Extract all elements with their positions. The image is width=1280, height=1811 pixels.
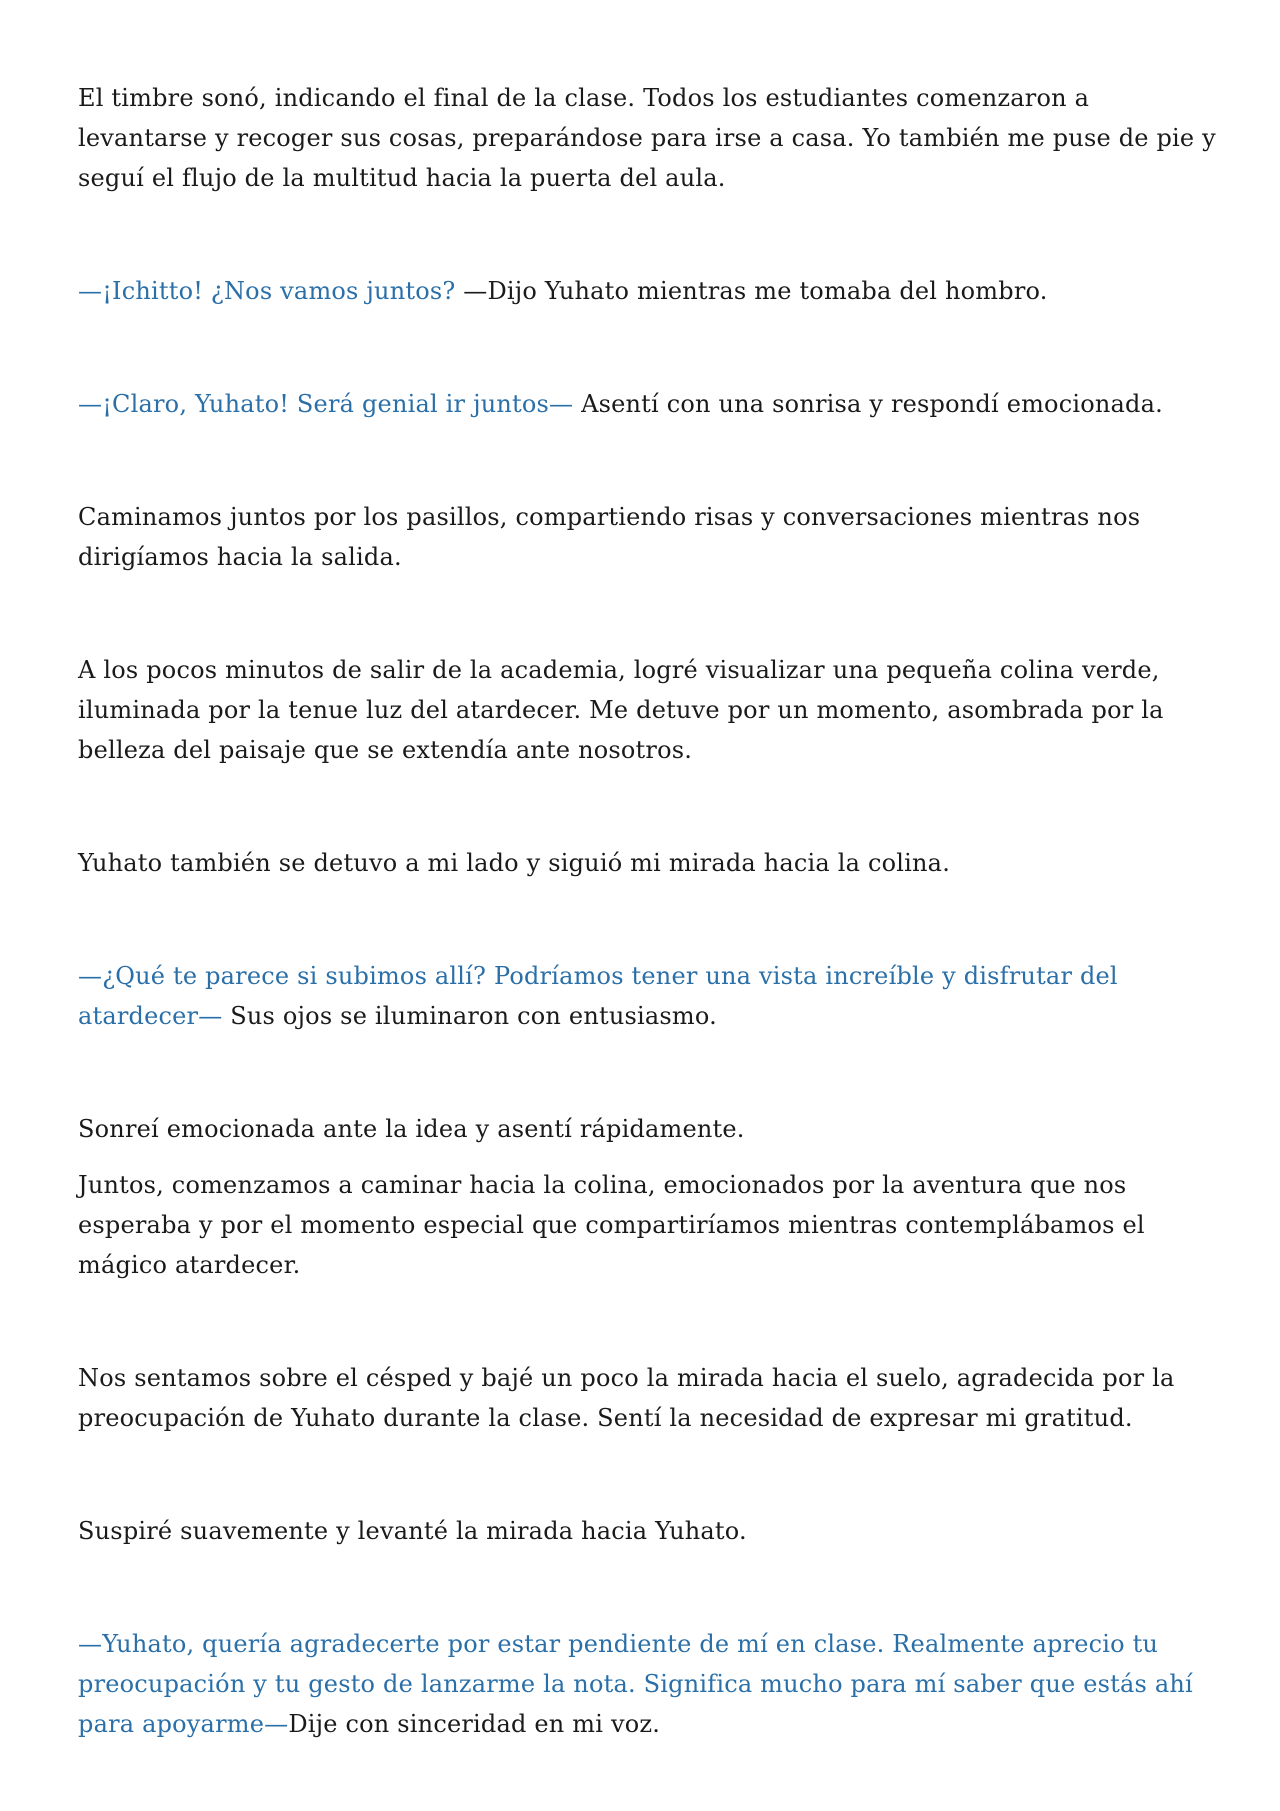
paragraph-5: A los pocos minutos de salir de la academia, logré visualizar una pequeña colina verde, iluminada por la tenue luz del atardecer. Me detuve por un momento, asombrada por la belleza del paisaje que se extendía ante nosotros. [78, 656, 1164, 764]
paragraph-1: El timbre sonó, indicando el final de la clase. Todos los estudiantes comenzaron a levantarse y recoger sus cosas, preparándose para irse a casa. Yo también me puse de pie y seguí el flujo de la multitud hacia la puerta del aula. [78, 84, 1216, 192]
paragraph-10: Nos sentamos sobre el césped y bajé un poco la mirada hacia el suelo, agradecida por la preocupación de Yuhato durante la clase. Sentí la necesidad de expresar mi gratitud. [78, 1364, 1175, 1432]
paragraph-9: Juntos, comenzamos a caminar hacia la colina, emocionados por la aventura que nos esperaba y por el momento especial que compartiríamos mientras contemplábamos el mágico atardecer. [78, 1171, 1145, 1279]
paragraph-11: Suspiré suavemente y levanté la mirada hacia Yuhato. [78, 1517, 747, 1545]
paragraph-6: Yuhato también se detuvo a mi lado y siguió mi mirada hacia la colina. [78, 849, 951, 877]
paragraph-4: Caminamos juntos por los pasillos, compartiendo risas y conversaciones mientras nos dirigíamos hacia la salida. [78, 503, 1141, 571]
dialogue-text: —¿Qué te parece si subimos allí? Podríamos tener una vista increíble y disfrutar del atardecer— [78, 962, 1118, 1030]
narration-text: Sus ojos se iluminaron con entusiasmo. [222, 1002, 717, 1030]
paragraph-3 [78, 384, 1218, 424]
paragraph-2 [78, 271, 1218, 311]
narration-text: Dije con sinceridad en mi voz. [288, 1710, 661, 1738]
story-page [78, 78, 1218, 1744]
dialogue-text: —¡Claro, Yuhato! Será genial ir juntos— [78, 390, 574, 418]
dialogue-text: —Yuhato, quería agradecerte por estar pendiente de mí en clase. Realmente aprecio tu preocupación y tu gesto de lanzarme la nota. Significa mucho para mí saber que estás ahí para apoyarme— [78, 1630, 1193, 1738]
paragraph-8: Sonreí emocionada ante la idea y asentí rápidamente. [78, 1115, 745, 1143]
narration-text: Asentí con una sonrisa y respondí emocionada. [573, 390, 1163, 418]
dialogue-text: —¡Ichitto! ¿Nos vamos juntos? [78, 277, 456, 305]
paragraph-7 [78, 956, 1218, 1036]
narration-text: —Dijo Yuhato mientras me tomaba del hombro. [455, 277, 1048, 305]
paragraph-12 [78, 1624, 1218, 1744]
